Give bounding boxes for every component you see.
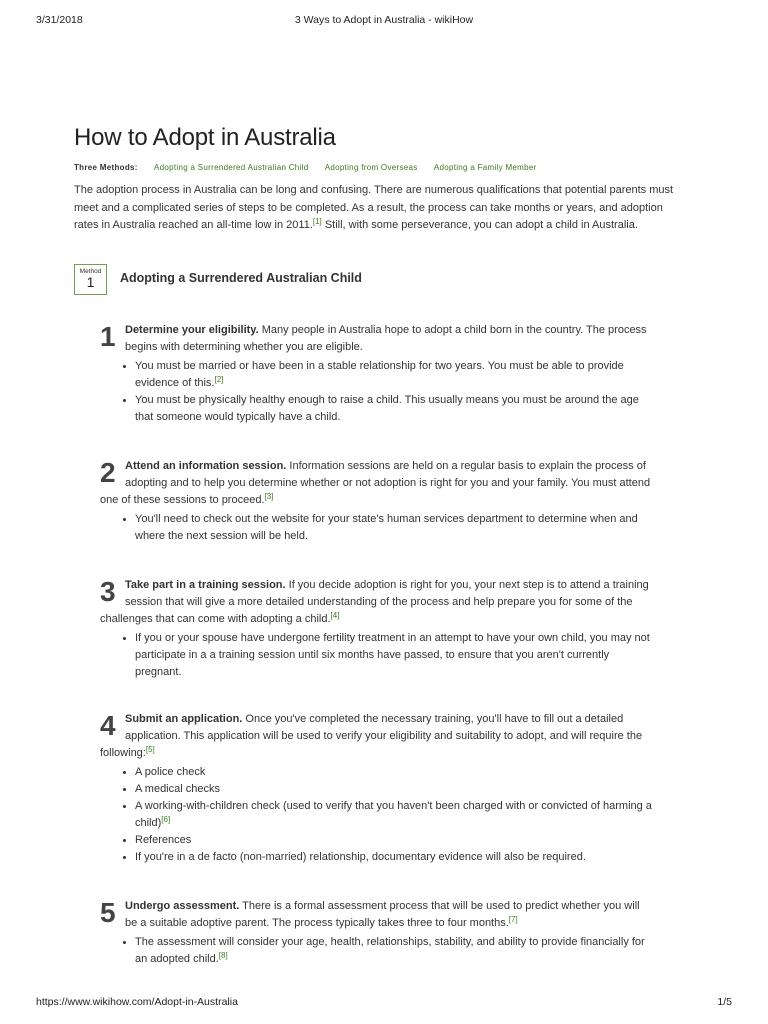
reference-link[interactable]: [3]: [264, 492, 274, 501]
bullet-item: [135, 832, 652, 849]
print-page-number: 1/5: [717, 996, 732, 1008]
methods-label: Three Methods:: [74, 163, 138, 172]
step-number: 3: [100, 576, 116, 607]
intro-text: The adoption process in Australia can be long and confusing. There are numerous qualifications that potential parents must meet and a complicated series of steps to be completed. As a result, the process can take months or years, and adoption rates in Australia reached an all-time low in 2011.: [74, 184, 674, 231]
print-url: https://www.wikihow.com/Adopt-in-Australia: [36, 996, 238, 1008]
bullet-text: References: [135, 834, 192, 846]
method-link-family[interactable]: Adopting a Family Member: [433, 163, 537, 172]
bullet-text: You must be married or have been in a stable relationship for two years. You must be able to provide evidence of this.: [135, 360, 624, 389]
step-4: [100, 711, 652, 866]
print-page-title: 3 Ways to Adopt in Australia - wikiHow: [294, 14, 474, 26]
step-1: [100, 322, 652, 426]
bullet-item: [135, 798, 652, 832]
step-3: [100, 577, 652, 681]
step-number: 1: [100, 321, 116, 352]
print-date: 3/31/2018: [36, 14, 83, 26]
method-number-badge: [74, 264, 107, 295]
step-text: [100, 577, 652, 628]
step-bullets: [100, 358, 652, 426]
method-link-overseas[interactable]: Adopting from Overseas: [324, 163, 418, 172]
methods-nav: [74, 163, 551, 172]
bullet-item: [135, 511, 652, 545]
reference-link[interactable]: [8]: [218, 951, 228, 960]
step-heading: Undergo assessment.: [125, 900, 240, 912]
step-body: Many people in Australia hope to adopt a child born in the country. The process begins with determining whether you are eligible.: [125, 324, 647, 353]
step-2: [100, 458, 652, 545]
step-number: 2: [100, 457, 116, 488]
step-body: There is a formal assessment process that will be used to predict whether you will be a suitable adoptive parent. The process typically takes three to four months.: [125, 900, 640, 929]
step-heading: Submit an application.: [125, 713, 243, 725]
step-bullets: [100, 630, 652, 681]
bullet-text: A working-with-children check (used to verify that you haven't been charged with or convicted of harming a child): [135, 800, 652, 829]
bullet-text: If you or your spouse have undergone fertility treatment in an attempt to have your own child, you may not participate in a a training session until six months have passed, to ensure that you aren't currently pregnant.: [135, 632, 650, 678]
step-heading: Determine your eligibility.: [125, 324, 259, 336]
bullet-text: The assessment will consider your age, health, relationships, stability, and ability to provide financially for an adopted child.: [135, 936, 645, 965]
bullet-item: [135, 358, 652, 392]
bullet-item: [135, 934, 652, 968]
bullet-item: [135, 630, 652, 681]
step-bullets: [100, 934, 652, 968]
article-title: How to Adopt in Australia: [74, 124, 336, 151]
step-text: [100, 458, 652, 509]
reference-link[interactable]: [5]: [145, 745, 155, 754]
step-text: [100, 322, 652, 356]
bullet-item: [135, 392, 652, 426]
method-link-surrendered[interactable]: Adopting a Surrendered Australian Child: [154, 163, 309, 172]
bullet-text: You'll need to check out the website for your state's human services department to determine when and where the next session will be held.: [135, 513, 638, 542]
step-heading: Take part in a training session.: [125, 579, 286, 591]
bullet-text: If you're in a de facto (non-married) relationship, documentary evidence will also be required.: [135, 851, 586, 863]
bullet-item: [135, 849, 652, 866]
method-title: Adopting a Surrendered Australian Child: [120, 271, 362, 285]
print-footer: [36, 996, 732, 1010]
step-heading: Attend an information session.: [125, 460, 287, 472]
intro-tail: Still, with some perseverance, you can adopt a child in Australia.: [321, 219, 638, 231]
step-5: [100, 898, 652, 968]
bullet-text: A police check: [135, 766, 206, 778]
bullet-text: A medical checks: [135, 783, 220, 795]
step-body: Information sessions are held on a regular basis to explain the process of adopting and to help you determine whether or not adoption is right for you and your family. You must attend one of these sessions to proceed.: [100, 460, 651, 506]
intro-paragraph: [74, 182, 690, 235]
reference-link[interactable]: [1]: [312, 217, 322, 226]
method-badge-number: 1: [86, 274, 95, 290]
step-body: Once you've completed the necessary training, you'll have to fill out a detailed application. This application will be used to verify your eligibility and suitability to adopt, and will require the following:: [100, 713, 643, 759]
bullet-item: [135, 764, 652, 781]
step-text: [100, 711, 652, 762]
reference-link[interactable]: [7]: [508, 915, 518, 924]
step-text: [100, 898, 652, 932]
method-badge-label: Method: [79, 268, 102, 275]
print-header: [36, 14, 732, 30]
reference-link[interactable]: [4]: [330, 611, 340, 620]
step-number: 4: [100, 710, 116, 741]
step-body: If you decide adoption is right for you, your next step is to attend a training session that will give a more detailed understanding of the process and help prepare you for some of the challenges that can come with adopting a child.: [100, 579, 649, 625]
reference-link[interactable]: [6]: [161, 815, 171, 824]
bullet-item: [135, 781, 652, 798]
step-bullets: [100, 511, 652, 545]
step-bullets: [100, 764, 652, 866]
step-number: 5: [100, 897, 116, 928]
reference-link[interactable]: [2]: [214, 375, 224, 384]
bullet-text: You must be physically healthy enough to raise a child. This usually means you must be around the age that someone would typically have a child.: [135, 394, 639, 423]
